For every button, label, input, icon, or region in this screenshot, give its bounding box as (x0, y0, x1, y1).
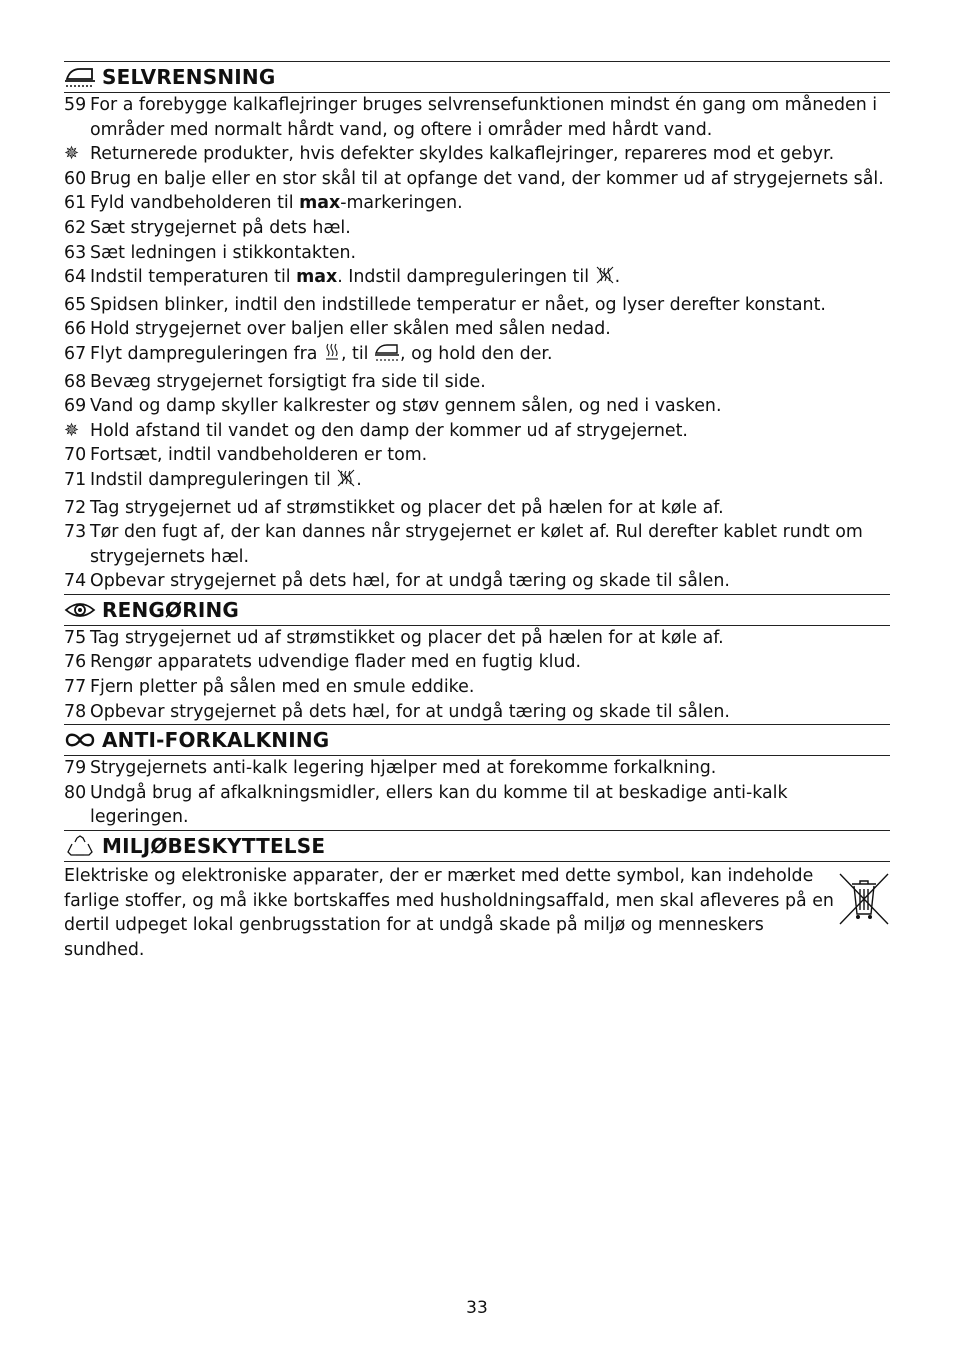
list-item: 76 Rengør apparatets udvendige flader med en fugtig klud. (64, 652, 582, 673)
list-item: 61 Fyld vandbeholderen til max-markeringen. (64, 193, 463, 214)
list-item: 66 Hold strygejernet over baljen eller skålen med sålen nedad. (64, 319, 611, 340)
warning-item: ✵ Returnerede produkter, hvis defekter skyldes kalkaflejringer, repareres mod et gebyr. (64, 142, 890, 167)
infinity-icon (64, 729, 94, 751)
list-item: 72 Tag strygejernet ud af strømstikket og placer det på hælen for at køle af. (64, 497, 724, 518)
self-clean-list (64, 93, 890, 594)
list-item: 68 Bevæg strygejernet forsigtigt fra side til side. (64, 371, 486, 392)
steam-max-icon (323, 342, 341, 370)
list-item: 67 Flyt dampreguleringen fra , til , og hold den der. (64, 342, 890, 370)
list-item: 65 Spidsen blinker, indtil den indstillede temperatur er nået, og lyser derefter konstant. (64, 294, 826, 315)
list-item: 71 Indstil dampreguleringen til . (64, 468, 890, 496)
section-header-environment (64, 830, 890, 862)
page-number: 33 (466, 1298, 488, 1318)
list-item: 80 Undgå brug af afkalkningsmidler, ellers kan du komme til at beskadige anti-kalk legeringen. (64, 782, 788, 828)
warning-icon: ✵ (64, 419, 80, 441)
section-title: SELVRENSNING (102, 65, 276, 89)
cleaning-list (64, 626, 890, 724)
list-item: 79 Strygejernets anti-kalk legering hjælper med at forekomme forkalkning. (64, 758, 717, 779)
iron-steam-icon (64, 66, 94, 88)
list-item: 74 Opbevar strygejernet på dets hæl, for at undgå tæring og skade til sålen. (64, 571, 730, 592)
list-item: 64 Indstil temperaturen til max. Indstil dampreguleringen til . (64, 265, 890, 293)
list-item: 59 For a forebygge kalkaflejringer bruges selvrensefunktionen mindst én gang om måneden i områder med normalt hårdt vand, og oftere i områder med hårdt vand. (64, 95, 878, 140)
section-title: ANTI-FORKALKNING (102, 728, 330, 753)
environment-text-block (64, 862, 890, 962)
section-title: RENGØRING (102, 597, 240, 622)
anti-calc-list (64, 756, 890, 830)
list-item: 78 Opbevar strygejernet på dets hæl, for at undgå tæring og skade til sålen. (64, 701, 730, 722)
environment-text: Elektriske og elektroniske apparater, der er mærket med dette symbol, kan indeholde farlige stoffer, og må ikke bortskaffes med husholdningsaffald, men skal afleveres på en dertil udpeget lokal genbrugsstation for at undgå skade på miljø og menneskers sundhed. (64, 866, 834, 960)
eye-icon (64, 599, 94, 621)
section-header-cleaning (64, 594, 890, 626)
list-item: 69 Vand og damp skyller kalkrester og støv gennem sålen, og ned i vasken. (64, 396, 722, 417)
steam-off-icon (336, 468, 356, 496)
section-title: MILJØBESKYTTELSE (102, 834, 326, 859)
list-item: 77 Fjern pletter på sålen med en smule eddike. (64, 677, 475, 698)
list-item: 62 Sæt strygejernet på dets hæl. (64, 217, 351, 238)
list-item: 63 Sæt ledningen i stikkontakten. (64, 242, 357, 263)
section-header-anti-calc (64, 724, 890, 756)
warning-icon: ✵ (64, 143, 80, 165)
page-content (64, 61, 890, 962)
list-item: 75 Tag strygejernet ud af strømstikket og placer det på hælen for at køle af. (64, 627, 724, 648)
list-item: 60 Brug en balje eller en stor skål til at opfange det vand, der kommer ud af strygejernets sål. (64, 168, 884, 189)
warning-item: ✵ Hold afstand til vandet og den damp der kommer ud af strygejernet. (64, 419, 890, 444)
list-item: 70 Fortsæt, indtil vandbeholderen er tom. (64, 445, 428, 466)
section-header-self-clean (64, 61, 890, 93)
crossed-out-bin-icon (838, 872, 890, 934)
self-clean-icon (374, 342, 400, 370)
recycle-icon (64, 835, 94, 857)
list-item: 73 Tør den fugt af, der kan dannes når strygejernet er kølet af. Rul derefter kablet rundt om strygejernets hæl. (64, 522, 863, 567)
steam-off-icon (595, 265, 615, 293)
